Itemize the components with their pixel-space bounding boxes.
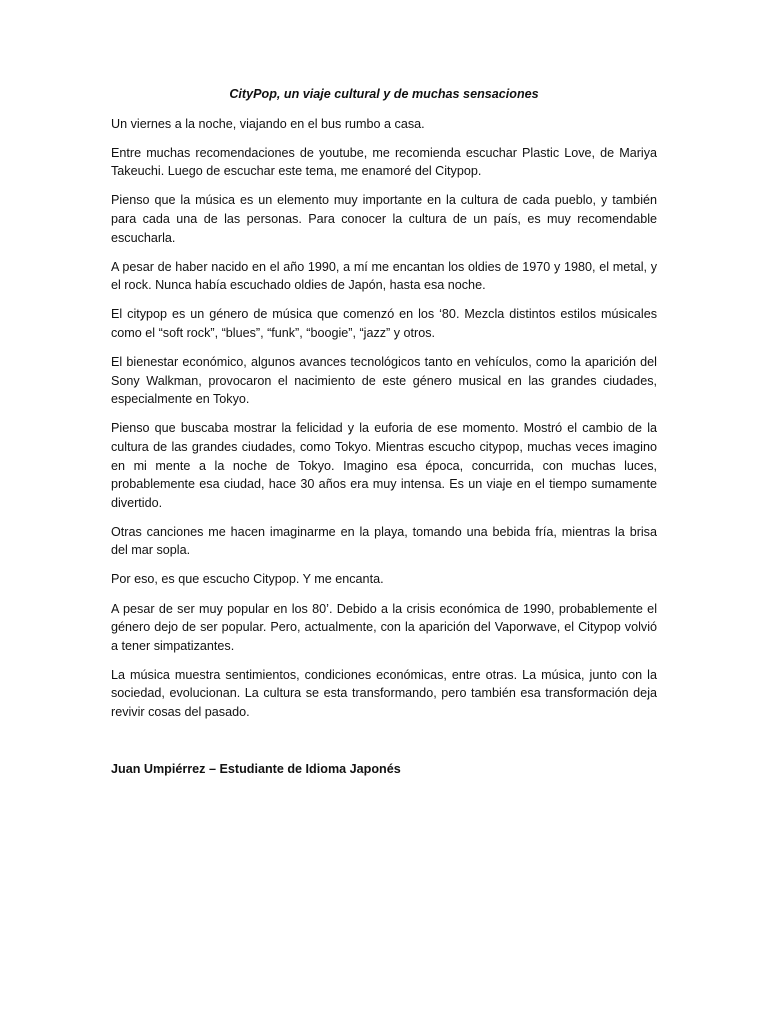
paragraph-10: A pesar de ser muy popular en los 80’. Debido a la crisis económica de 1990, probablemente el género dejo de ser popular. Pero, actualmente, con la aparición del Vaporwave, el Citypop volvió a tener simpatizantes. — [111, 601, 657, 653]
paragraph-7: Pienso que buscaba mostrar la felicidad y la euforia de ese momento. Mostró el cambio de la cultura de las grandes ciudades, como Tokyo. Mientras escucho citypop, muchas veces imagino en mi mente a la noche de Tokyo. Imagino esa época, concurrida, con muchas luces, probablemente esa ciudad, hace 30 años era muy intensa. Es un viaje en el tiempo sumamente divertido. — [111, 421, 657, 510]
document-page — [111, 85, 657, 778]
paragraph-2: Entre muchas recomendaciones de youtube, me recomienda escuchar Plastic Love, de Mariya Takeuchi. Luego de escuchar este tema, me enamoré del Citypop. — [111, 145, 657, 179]
paragraph-1: Un viernes a la noche, viajando en el bus rumbo a casa. — [111, 116, 425, 131]
paragraph-6: El bienestar económico, algunos avances tecnológicos tanto en vehículos, como la aparición del Sony Walkman, provocaron el nacimiento de este género musical en las grandes ciudades, especialmente en Tokyo. — [111, 355, 657, 407]
document-title: CityPop, un viaje cultural y de muchas sensaciones — [229, 87, 539, 101]
paragraph-8: Otras canciones me hacen imaginarme en la playa, tomando una bebida fría, mientras la brisa del mar sopla. — [111, 524, 657, 558]
paragraph-3: Pienso que la música es un elemento muy importante en la cultura de cada pueblo, y también para cada una de las personas. Para conocer la cultura de un país, es muy recomendable escucharla. — [111, 193, 657, 245]
paragraph-11: La música muestra sentimientos, condiciones económicas, entre otras. La música, junto con la sociedad, evolucionan. La cultura se esta transformando, pero también esa transformación deja revivir cosas del pasado. — [111, 667, 657, 720]
signature: Juan Umpiérrez – Estudiante de Idioma Japonés — [111, 761, 401, 776]
paragraph-9: Por eso, es que escucho Citypop. Y me encanta. — [111, 572, 384, 587]
paragraph-5: El citypop es un género de música que comenzó en los ‘80. Mezcla distintos estilos músicales como el “soft rock”, “blues”, “funk”, “boogie”, “jazz” y otros. — [111, 307, 657, 340]
paragraph-4: A pesar de haber nacido en el año 1990, a mí me encantan los oldies de 1970 y 1980, el metal, y el rock. Nunca había escuchado oldies de Japón, hasta esa noche. — [111, 259, 657, 293]
